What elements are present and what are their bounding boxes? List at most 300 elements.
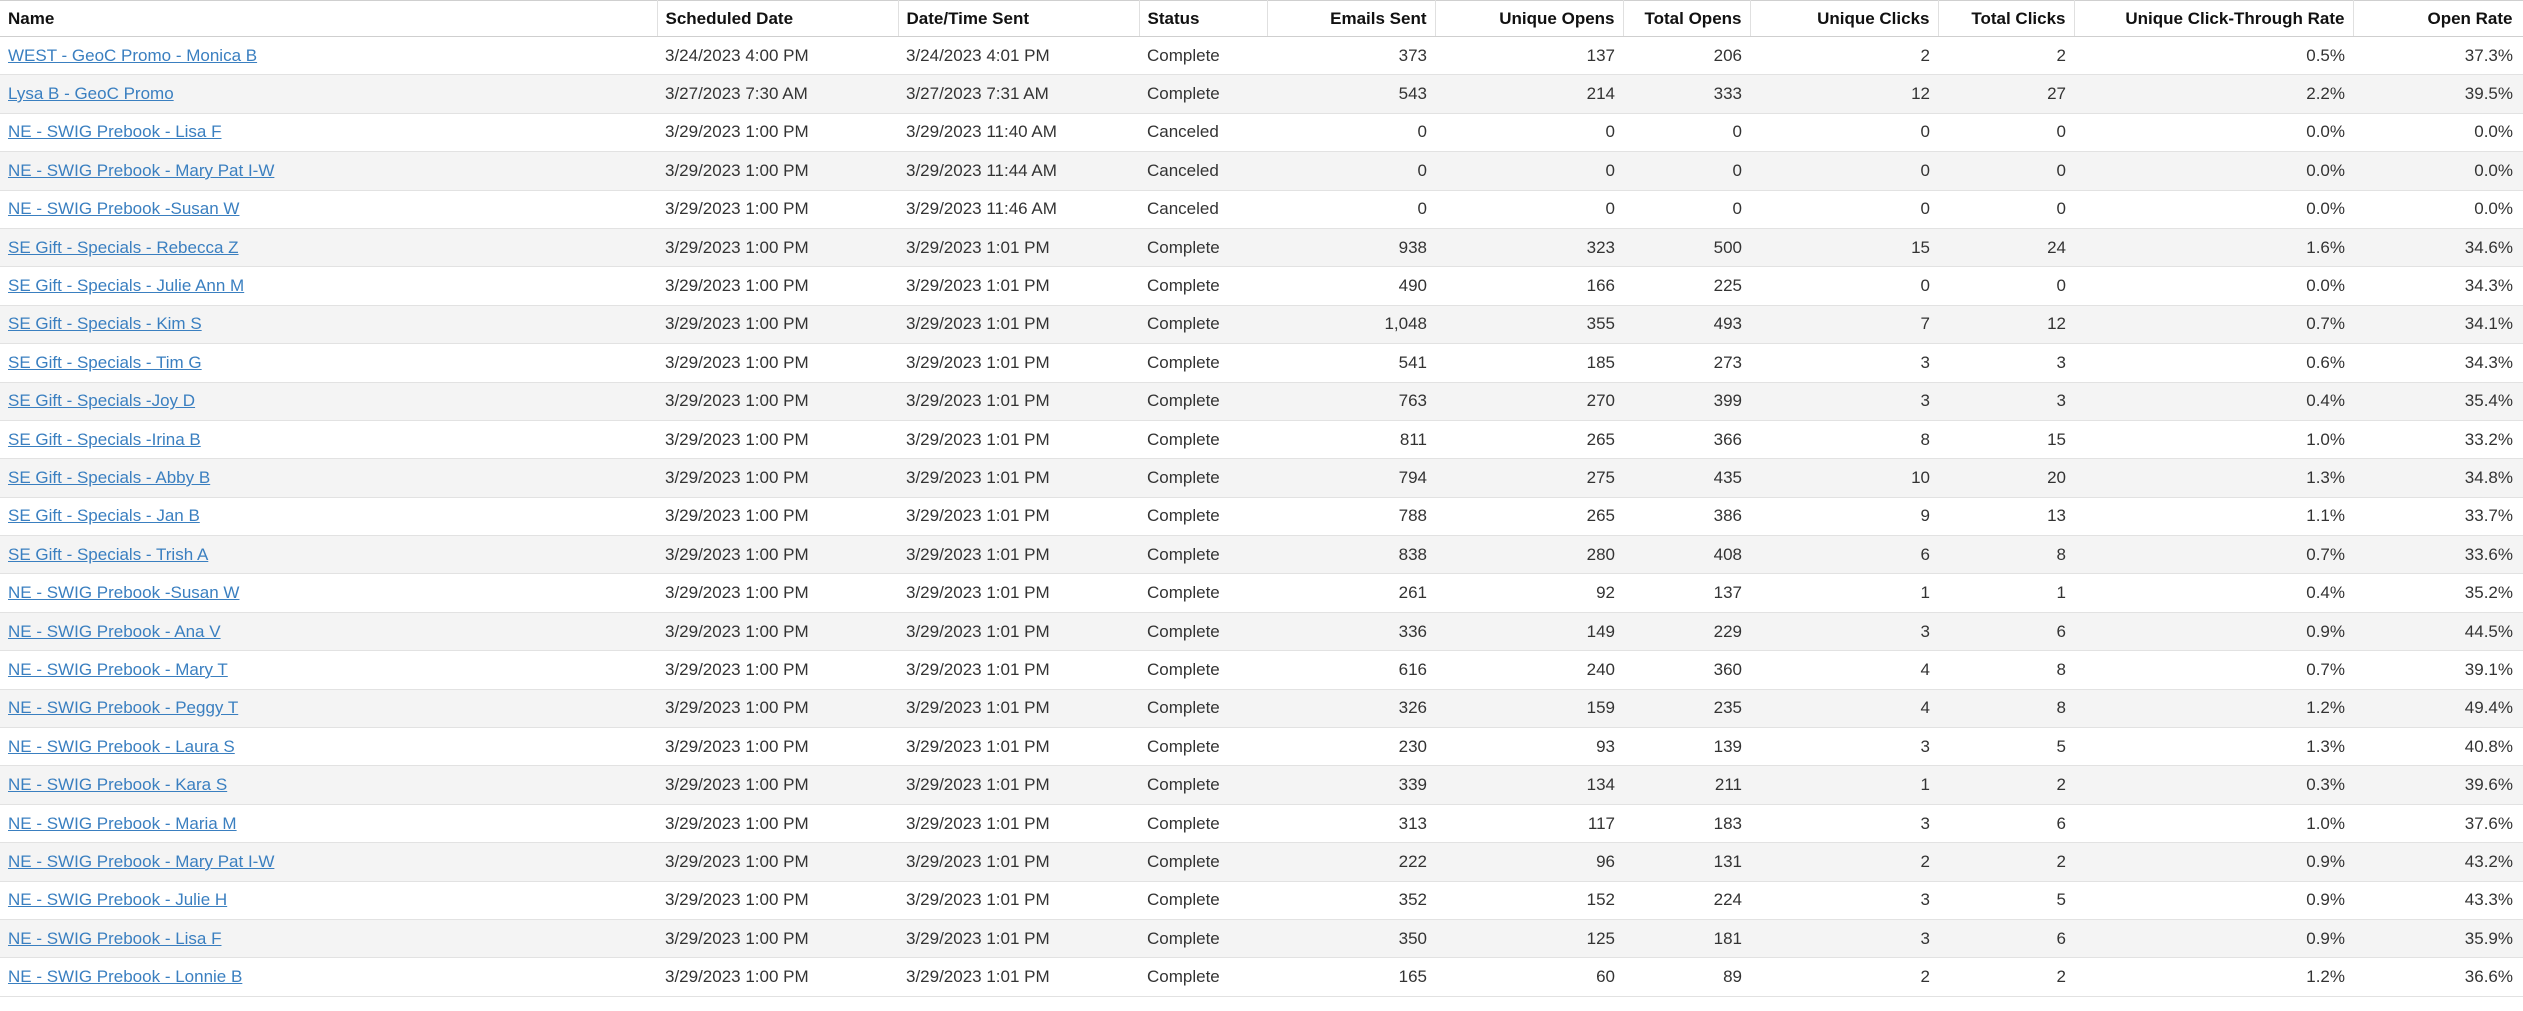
total-opens-cell: 211: [1623, 766, 1750, 804]
open-rate-cell: 34.8%: [2353, 459, 2523, 497]
total-opens-cell: 206: [1623, 37, 1750, 75]
status-cell: Complete: [1139, 651, 1267, 689]
total-clicks-cell: 6: [1938, 919, 2074, 957]
campaign-name-cell: [0, 651, 657, 689]
emails-sent-cell: 230: [1267, 728, 1435, 766]
campaign-name-link[interactable]: SE Gift - Specials - Trish A: [8, 544, 209, 564]
total-clicks-cell: 27: [1938, 75, 2074, 113]
unique-opens-cell: 117: [1435, 804, 1623, 842]
unique-clicks-cell: 10: [1750, 459, 1938, 497]
date-time-sent-cell: 3/29/2023 1:01 PM: [898, 382, 1139, 420]
date-time-sent-cell: 3/29/2023 1:01 PM: [898, 459, 1139, 497]
status-cell: Complete: [1139, 382, 1267, 420]
unique-click-through-rate-cell: 2.2%: [2074, 75, 2353, 113]
unique-opens-cell: 134: [1435, 766, 1623, 804]
date-time-sent-cell: 3/29/2023 1:01 PM: [898, 919, 1139, 957]
emails-sent-cell: 811: [1267, 420, 1435, 458]
date-time-sent-cell: 3/29/2023 1:01 PM: [898, 843, 1139, 881]
table-row: [0, 651, 2523, 689]
campaign-name-link[interactable]: NE - SWIG Prebook - Lisa F: [8, 928, 222, 948]
unique-clicks-cell: 1: [1750, 574, 1938, 612]
scheduled-date-cell: 3/29/2023 1:00 PM: [657, 843, 898, 881]
date-time-sent-cell: 3/29/2023 1:01 PM: [898, 689, 1139, 727]
total-clicks-cell: 20: [1938, 459, 2074, 497]
campaign-name-link[interactable]: SE Gift - Specials - Rebecca Z: [8, 237, 239, 257]
unique-clicks-cell: 1: [1750, 766, 1938, 804]
total-opens-cell: 235: [1623, 689, 1750, 727]
total-clicks-cell: 24: [1938, 228, 2074, 266]
table-row: [0, 919, 2523, 957]
date-time-sent-cell: 3/29/2023 1:01 PM: [898, 958, 1139, 996]
campaign-name-link[interactable]: NE - SWIG Prebook - Mary Pat I-W: [8, 160, 275, 180]
emails-sent-cell: 222: [1267, 843, 1435, 881]
unique-opens-cell: 265: [1435, 420, 1623, 458]
emails-sent-cell: 1,048: [1267, 305, 1435, 343]
total-clicks-cell: 0: [1938, 190, 2074, 228]
campaign-name-cell: [0, 420, 657, 458]
unique-click-through-rate-cell: 1.3%: [2074, 728, 2353, 766]
date-time-sent-cell: 3/29/2023 1:01 PM: [898, 536, 1139, 574]
open-rate-cell: 44.5%: [2353, 612, 2523, 650]
emails-sent-cell: 541: [1267, 344, 1435, 382]
column-header-unique-opens[interactable]: Unique Opens: [1435, 1, 1623, 37]
open-rate-cell: 34.6%: [2353, 228, 2523, 266]
table-row: [0, 113, 2523, 151]
emails-sent-cell: 326: [1267, 689, 1435, 727]
total-clicks-cell: 15: [1938, 420, 2074, 458]
status-cell: Complete: [1139, 536, 1267, 574]
status-cell: Complete: [1139, 728, 1267, 766]
date-time-sent-cell: 3/29/2023 11:46 AM: [898, 190, 1139, 228]
emails-sent-cell: 794: [1267, 459, 1435, 497]
column-header-total-clicks[interactable]: Total Clicks: [1938, 1, 2074, 37]
campaign-name-cell: [0, 919, 657, 957]
scheduled-date-cell: 3/29/2023 1:00 PM: [657, 651, 898, 689]
total-clicks-cell: 3: [1938, 382, 2074, 420]
unique-opens-cell: 159: [1435, 689, 1623, 727]
unique-clicks-cell: 3: [1750, 728, 1938, 766]
table-row: [0, 958, 2523, 996]
date-time-sent-cell: 3/24/2023 4:01 PM: [898, 37, 1139, 75]
table-body: [0, 37, 2523, 997]
total-opens-cell: 89: [1623, 958, 1750, 996]
open-rate-cell: 33.7%: [2353, 497, 2523, 535]
unique-clicks-cell: 0: [1750, 267, 1938, 305]
open-rate-cell: 0.0%: [2353, 113, 2523, 151]
open-rate-cell: 35.4%: [2353, 382, 2523, 420]
status-cell: Complete: [1139, 766, 1267, 804]
unique-click-through-rate-cell: 1.3%: [2074, 459, 2353, 497]
scheduled-date-cell: 3/29/2023 1:00 PM: [657, 536, 898, 574]
open-rate-cell: 35.9%: [2353, 919, 2523, 957]
scheduled-date-cell: 3/29/2023 1:00 PM: [657, 804, 898, 842]
campaign-name-cell: [0, 382, 657, 420]
table-row: [0, 728, 2523, 766]
table-row: [0, 37, 2523, 75]
table-row: [0, 190, 2523, 228]
column-header-open-rate[interactable]: Open Rate: [2353, 1, 2523, 37]
campaign-name-link[interactable]: SE Gift - Specials - Kim S: [8, 314, 202, 334]
emails-sent-cell: 165: [1267, 958, 1435, 996]
total-clicks-cell: 3: [1938, 344, 2074, 382]
open-rate-cell: 34.1%: [2353, 305, 2523, 343]
unique-click-through-rate-cell: 0.0%: [2074, 267, 2353, 305]
unique-clicks-cell: 4: [1750, 651, 1938, 689]
unique-opens-cell: 96: [1435, 843, 1623, 881]
open-rate-cell: 40.8%: [2353, 728, 2523, 766]
unique-opens-cell: 93: [1435, 728, 1623, 766]
open-rate-cell: 39.1%: [2353, 651, 2523, 689]
emails-sent-cell: 313: [1267, 804, 1435, 842]
status-cell: Complete: [1139, 919, 1267, 957]
table-row: [0, 612, 2523, 650]
status-cell: Complete: [1139, 420, 1267, 458]
total-opens-cell: 0: [1623, 190, 1750, 228]
scheduled-date-cell: 3/29/2023 1:00 PM: [657, 919, 898, 957]
open-rate-cell: 43.3%: [2353, 881, 2523, 919]
unique-click-through-rate-cell: 0.7%: [2074, 651, 2353, 689]
status-cell: Complete: [1139, 574, 1267, 612]
emails-sent-cell: 373: [1267, 37, 1435, 75]
column-header-unique-click-through-rate[interactable]: Unique Click-Through Rate: [2074, 1, 2353, 37]
campaign-name-cell: [0, 612, 657, 650]
unique-opens-cell: 152: [1435, 881, 1623, 919]
total-clicks-cell: 5: [1938, 728, 2074, 766]
status-cell: Complete: [1139, 267, 1267, 305]
unique-click-through-rate-cell: 0.9%: [2074, 843, 2353, 881]
column-header-emails-sent[interactable]: Emails Sent: [1267, 1, 1435, 37]
date-time-sent-cell: 3/29/2023 1:01 PM: [898, 881, 1139, 919]
unique-click-through-rate-cell: 0.0%: [2074, 113, 2353, 151]
campaign-name-link[interactable]: NE - SWIG Prebook - Maria M: [8, 813, 237, 833]
unique-clicks-cell: 3: [1750, 382, 1938, 420]
campaign-name-cell: [0, 881, 657, 919]
unique-clicks-cell: 3: [1750, 919, 1938, 957]
unique-click-through-rate-cell: 1.0%: [2074, 804, 2353, 842]
unique-click-through-rate-cell: 1.2%: [2074, 689, 2353, 727]
campaign-name-cell: [0, 497, 657, 535]
total-opens-cell: 399: [1623, 382, 1750, 420]
campaign-name-link[interactable]: SE Gift - Specials - Abby B: [8, 467, 211, 487]
date-time-sent-cell: 3/29/2023 1:01 PM: [898, 228, 1139, 266]
unique-clicks-cell: 7: [1750, 305, 1938, 343]
campaign-name-link[interactable]: WEST - GeoC Promo - Monica B: [8, 45, 258, 65]
campaign-name-link[interactable]: SE Gift - Specials -Irina B: [8, 429, 201, 449]
scheduled-date-cell: 3/29/2023 1:00 PM: [657, 881, 898, 919]
total-opens-cell: 360: [1623, 651, 1750, 689]
campaign-name-cell: [0, 804, 657, 842]
unique-clicks-cell: 3: [1750, 881, 1938, 919]
status-cell: Complete: [1139, 804, 1267, 842]
date-time-sent-cell: 3/29/2023 1:01 PM: [898, 305, 1139, 343]
scheduled-date-cell: 3/29/2023 1:00 PM: [657, 190, 898, 228]
unique-opens-cell: 0: [1435, 152, 1623, 190]
total-clicks-cell: 12: [1938, 305, 2074, 343]
scheduled-date-cell: 3/29/2023 1:00 PM: [657, 958, 898, 996]
column-header-total-opens[interactable]: Total Opens: [1623, 1, 1750, 37]
total-opens-cell: 500: [1623, 228, 1750, 266]
status-cell: Complete: [1139, 37, 1267, 75]
unique-clicks-cell: 15: [1750, 228, 1938, 266]
status-cell: Complete: [1139, 75, 1267, 113]
unique-click-through-rate-cell: 0.9%: [2074, 919, 2353, 957]
table-row: [0, 305, 2523, 343]
unique-opens-cell: 265: [1435, 497, 1623, 535]
status-cell: Complete: [1139, 497, 1267, 535]
date-time-sent-cell: 3/29/2023 1:01 PM: [898, 804, 1139, 842]
unique-opens-cell: 149: [1435, 612, 1623, 650]
total-opens-cell: 386: [1623, 497, 1750, 535]
column-header-unique-clicks[interactable]: Unique Clicks: [1750, 1, 1938, 37]
emails-sent-cell: 490: [1267, 267, 1435, 305]
open-rate-cell: 33.2%: [2353, 420, 2523, 458]
total-clicks-cell: 0: [1938, 152, 2074, 190]
status-cell: Canceled: [1139, 113, 1267, 151]
total-clicks-cell: 8: [1938, 689, 2074, 727]
unique-opens-cell: 270: [1435, 382, 1623, 420]
unique-click-through-rate-cell: 0.3%: [2074, 766, 2353, 804]
table-row: [0, 75, 2523, 113]
scheduled-date-cell: 3/24/2023 4:00 PM: [657, 37, 898, 75]
scheduled-date-cell: 3/29/2023 1:00 PM: [657, 459, 898, 497]
scheduled-date-cell: 3/29/2023 1:00 PM: [657, 689, 898, 727]
unique-opens-cell: 166: [1435, 267, 1623, 305]
total-opens-cell: 181: [1623, 919, 1750, 957]
unique-clicks-cell: 6: [1750, 536, 1938, 574]
campaign-name-link[interactable]: SE Gift - Specials - Jan B: [8, 506, 200, 526]
campaign-name-cell: [0, 843, 657, 881]
table-row: [0, 804, 2523, 842]
scheduled-date-cell: 3/29/2023 1:00 PM: [657, 766, 898, 804]
status-cell: Complete: [1139, 344, 1267, 382]
campaign-name-cell: [0, 728, 657, 766]
total-opens-cell: 139: [1623, 728, 1750, 766]
open-rate-cell: 37.6%: [2353, 804, 2523, 842]
unique-opens-cell: 323: [1435, 228, 1623, 266]
campaign-name-cell: [0, 75, 657, 113]
emails-sent-cell: 336: [1267, 612, 1435, 650]
total-opens-cell: 225: [1623, 267, 1750, 305]
campaign-name-link[interactable]: SE Gift - Specials - Julie Ann M: [8, 276, 245, 296]
table-row: [0, 881, 2523, 919]
campaign-name-cell: [0, 459, 657, 497]
status-cell: Complete: [1139, 459, 1267, 497]
unique-clicks-cell: 3: [1750, 344, 1938, 382]
open-rate-cell: 39.6%: [2353, 766, 2523, 804]
table-row: [0, 689, 2523, 727]
column-header-date-time-sent[interactable]: Date/Time Sent: [898, 1, 1139, 37]
campaign-name-link[interactable]: NE - SWIG Prebook -Susan W: [8, 583, 240, 603]
open-rate-cell: 49.4%: [2353, 689, 2523, 727]
open-rate-cell: 0.0%: [2353, 190, 2523, 228]
date-time-sent-cell: 3/29/2023 1:01 PM: [898, 612, 1139, 650]
unique-opens-cell: 0: [1435, 113, 1623, 151]
campaign-name-cell: [0, 267, 657, 305]
scheduled-date-cell: 3/29/2023 1:00 PM: [657, 113, 898, 151]
total-opens-cell: 131: [1623, 843, 1750, 881]
emails-sent-cell: 0: [1267, 113, 1435, 151]
campaign-name-link[interactable]: NE - SWIG Prebook - Lonnie B: [8, 967, 243, 987]
total-clicks-cell: 13: [1938, 497, 2074, 535]
unique-clicks-cell: 0: [1750, 152, 1938, 190]
date-time-sent-cell: 3/29/2023 1:01 PM: [898, 420, 1139, 458]
total-opens-cell: 0: [1623, 113, 1750, 151]
total-opens-cell: 224: [1623, 881, 1750, 919]
date-time-sent-cell: 3/29/2023 1:01 PM: [898, 574, 1139, 612]
date-time-sent-cell: 3/29/2023 1:01 PM: [898, 497, 1139, 535]
unique-click-through-rate-cell: 0.9%: [2074, 612, 2353, 650]
campaign-name-cell: [0, 766, 657, 804]
total-opens-cell: 435: [1623, 459, 1750, 497]
unique-click-through-rate-cell: 0.4%: [2074, 382, 2353, 420]
unique-click-through-rate-cell: 0.5%: [2074, 37, 2353, 75]
campaign-name-link[interactable]: NE - SWIG Prebook - Kara S: [8, 775, 228, 795]
campaign-name-link[interactable]: NE - SWIG Prebook - Peggy T: [8, 698, 239, 718]
campaign-name-cell: [0, 113, 657, 151]
table-row: [0, 459, 2523, 497]
unique-opens-cell: 0: [1435, 190, 1623, 228]
unique-opens-cell: 137: [1435, 37, 1623, 75]
date-time-sent-cell: 3/29/2023 1:01 PM: [898, 766, 1139, 804]
total-clicks-cell: 5: [1938, 881, 2074, 919]
emails-sent-cell: 352: [1267, 881, 1435, 919]
status-cell: Complete: [1139, 881, 1267, 919]
table-row: [0, 843, 2523, 881]
open-rate-cell: 35.2%: [2353, 574, 2523, 612]
scheduled-date-cell: 3/27/2023 7:30 AM: [657, 75, 898, 113]
total-clicks-cell: 6: [1938, 804, 2074, 842]
total-clicks-cell: 2: [1938, 37, 2074, 75]
total-opens-cell: 366: [1623, 420, 1750, 458]
unique-click-through-rate-cell: 0.6%: [2074, 344, 2353, 382]
campaign-name-cell: [0, 958, 657, 996]
open-rate-cell: 33.6%: [2353, 536, 2523, 574]
table-row: [0, 152, 2523, 190]
total-clicks-cell: 0: [1938, 267, 2074, 305]
table-row: [0, 420, 2523, 458]
open-rate-cell: 0.0%: [2353, 152, 2523, 190]
unique-clicks-cell: 12: [1750, 75, 1938, 113]
date-time-sent-cell: 3/27/2023 7:31 AM: [898, 75, 1139, 113]
unique-click-through-rate-cell: 1.1%: [2074, 497, 2353, 535]
table-row: [0, 766, 2523, 804]
total-clicks-cell: 6: [1938, 612, 2074, 650]
campaign-name-link[interactable]: NE - SWIG Prebook - Ana V: [8, 621, 221, 641]
open-rate-cell: 36.6%: [2353, 958, 2523, 996]
total-clicks-cell: 8: [1938, 536, 2074, 574]
emails-sent-cell: 788: [1267, 497, 1435, 535]
unique-click-through-rate-cell: 1.2%: [2074, 958, 2353, 996]
total-clicks-cell: 2: [1938, 766, 2074, 804]
unique-click-through-rate-cell: 0.7%: [2074, 305, 2353, 343]
campaign-name-cell: [0, 37, 657, 75]
scheduled-date-cell: 3/29/2023 1:00 PM: [657, 612, 898, 650]
status-cell: Canceled: [1139, 152, 1267, 190]
unique-clicks-cell: 2: [1750, 958, 1938, 996]
unique-opens-cell: 214: [1435, 75, 1623, 113]
campaign-name-link[interactable]: Lysa B - GeoC Promo: [8, 84, 174, 104]
total-opens-cell: 408: [1623, 536, 1750, 574]
unique-clicks-cell: 0: [1750, 113, 1938, 151]
date-time-sent-cell: 3/29/2023 1:01 PM: [898, 344, 1139, 382]
unique-opens-cell: 240: [1435, 651, 1623, 689]
campaign-name-cell: [0, 536, 657, 574]
scheduled-date-cell: 3/29/2023 1:00 PM: [657, 574, 898, 612]
emails-sent-cell: 350: [1267, 919, 1435, 957]
date-time-sent-cell: 3/29/2023 1:01 PM: [898, 651, 1139, 689]
scheduled-date-cell: 3/29/2023 1:00 PM: [657, 152, 898, 190]
column-header-scheduled-date[interactable]: Scheduled Date: [657, 1, 898, 37]
table-row: [0, 228, 2523, 266]
total-clicks-cell: 1: [1938, 574, 2074, 612]
campaign-name-link[interactable]: SE Gift - Specials - Tim G: [8, 352, 202, 372]
campaign-name-link[interactable]: NE - SWIG Prebook - Laura S: [8, 736, 235, 756]
unique-opens-cell: 92: [1435, 574, 1623, 612]
unique-click-through-rate-cell: 0.7%: [2074, 536, 2353, 574]
open-rate-cell: 37.3%: [2353, 37, 2523, 75]
status-cell: Complete: [1139, 958, 1267, 996]
emails-sent-cell: 543: [1267, 75, 1435, 113]
total-clicks-cell: 2: [1938, 958, 2074, 996]
total-opens-cell: 273: [1623, 344, 1750, 382]
status-cell: Complete: [1139, 305, 1267, 343]
campaign-name-cell: [0, 228, 657, 266]
total-opens-cell: 229: [1623, 612, 1750, 650]
unique-opens-cell: 355: [1435, 305, 1623, 343]
open-rate-cell: 39.5%: [2353, 75, 2523, 113]
table-row: [0, 382, 2523, 420]
date-time-sent-cell: 3/29/2023 11:44 AM: [898, 152, 1139, 190]
status-cell: Complete: [1139, 689, 1267, 727]
total-clicks-cell: 0: [1938, 113, 2074, 151]
campaign-name-link[interactable]: NE - SWIG Prebook - Lisa F: [8, 122, 222, 142]
scheduled-date-cell: 3/29/2023 1:00 PM: [657, 728, 898, 766]
campaign-name-cell: [0, 344, 657, 382]
date-time-sent-cell: 3/29/2023 1:01 PM: [898, 267, 1139, 305]
total-opens-cell: 137: [1623, 574, 1750, 612]
table-row: [0, 536, 2523, 574]
emails-sent-cell: 763: [1267, 382, 1435, 420]
unique-opens-cell: 60: [1435, 958, 1623, 996]
unique-click-through-rate-cell: 0.4%: [2074, 574, 2353, 612]
campaign-name-cell: [0, 190, 657, 228]
campaign-name-cell: [0, 152, 657, 190]
campaign-name-link[interactable]: NE - SWIG Prebook -Susan W: [8, 199, 240, 219]
unique-clicks-cell: 3: [1750, 612, 1938, 650]
column-header-status[interactable]: Status: [1139, 1, 1267, 37]
open-rate-cell: 43.2%: [2353, 843, 2523, 881]
table-row: [0, 497, 2523, 535]
table-row: [0, 267, 2523, 305]
campaign-name-link[interactable]: NE - SWIG Prebook - Julie H: [8, 890, 228, 910]
campaign-name-link[interactable]: SE Gift - Specials -Joy D: [8, 391, 196, 411]
campaign-name-link[interactable]: NE - SWIG Prebook - Mary Pat I-W: [8, 851, 275, 871]
unique-clicks-cell: 8: [1750, 420, 1938, 458]
scheduled-date-cell: 3/29/2023 1:00 PM: [657, 305, 898, 343]
open-rate-cell: 34.3%: [2353, 344, 2523, 382]
campaign-name-cell: [0, 574, 657, 612]
unique-opens-cell: 275: [1435, 459, 1623, 497]
scheduled-date-cell: 3/29/2023 1:00 PM: [657, 344, 898, 382]
campaign-name-link[interactable]: NE - SWIG Prebook - Mary T: [8, 659, 228, 679]
unique-opens-cell: 125: [1435, 919, 1623, 957]
emails-sent-cell: 339: [1267, 766, 1435, 804]
unique-clicks-cell: 2: [1750, 37, 1938, 75]
column-header-name[interactable]: Name: [0, 1, 657, 37]
table-header-row: [0, 1, 2523, 37]
unique-click-through-rate-cell: 0.9%: [2074, 881, 2353, 919]
unique-clicks-cell: 3: [1750, 804, 1938, 842]
